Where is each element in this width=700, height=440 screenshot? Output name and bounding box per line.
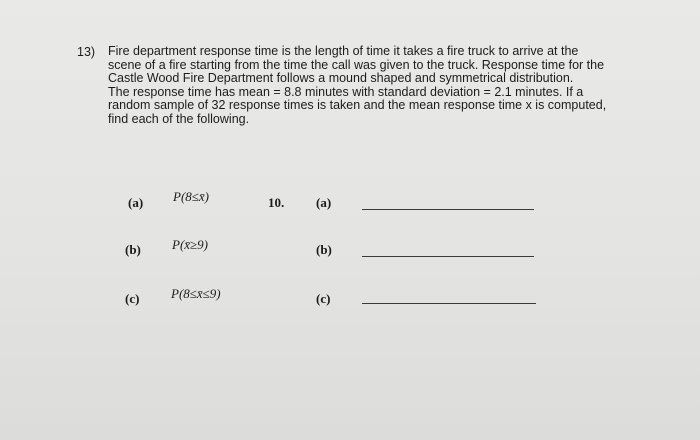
question-text (108, 45, 648, 127)
question-line: random sample of 32 response times is taken and the mean response time x is computed, (108, 98, 607, 113)
question-number: 13) (77, 45, 96, 59)
answer-c-blank[interactable] (362, 303, 536, 304)
part-c-expression: P(8≤x̄≤9) (171, 286, 221, 301)
part-b-label: (b) (125, 242, 141, 257)
answer-c-label: (c) (316, 291, 331, 306)
answer-a-blank[interactable] (362, 209, 534, 210)
part-c-label: (c) (125, 291, 140, 306)
part-a-expression: P(8≤x̄) (173, 189, 210, 204)
question-line: Castle Wood Fire Department follows a mound shaped and symmetrical distribution. (108, 71, 574, 86)
question-line: Fire department response time is the length of time it takes a fire truck to arrive at the (108, 44, 579, 58)
question-line: scene of a fire starting from the time the call was given to the truck. Response time for the (108, 57, 605, 72)
part-b-expression: P(x̄≥9) (172, 237, 209, 252)
part-a-label: (a) (128, 195, 144, 210)
answer-b-blank[interactable] (362, 256, 534, 257)
answer-b-label: (b) (316, 242, 332, 257)
answer-a-label: (a) (316, 195, 332, 210)
question-line: The response time has mean = 8.8 minutes with standard deviation = 2.1 minutes. If a (108, 84, 584, 99)
question-line: find each of the following. (108, 111, 250, 126)
answer-section-number: 10. (268, 195, 285, 210)
